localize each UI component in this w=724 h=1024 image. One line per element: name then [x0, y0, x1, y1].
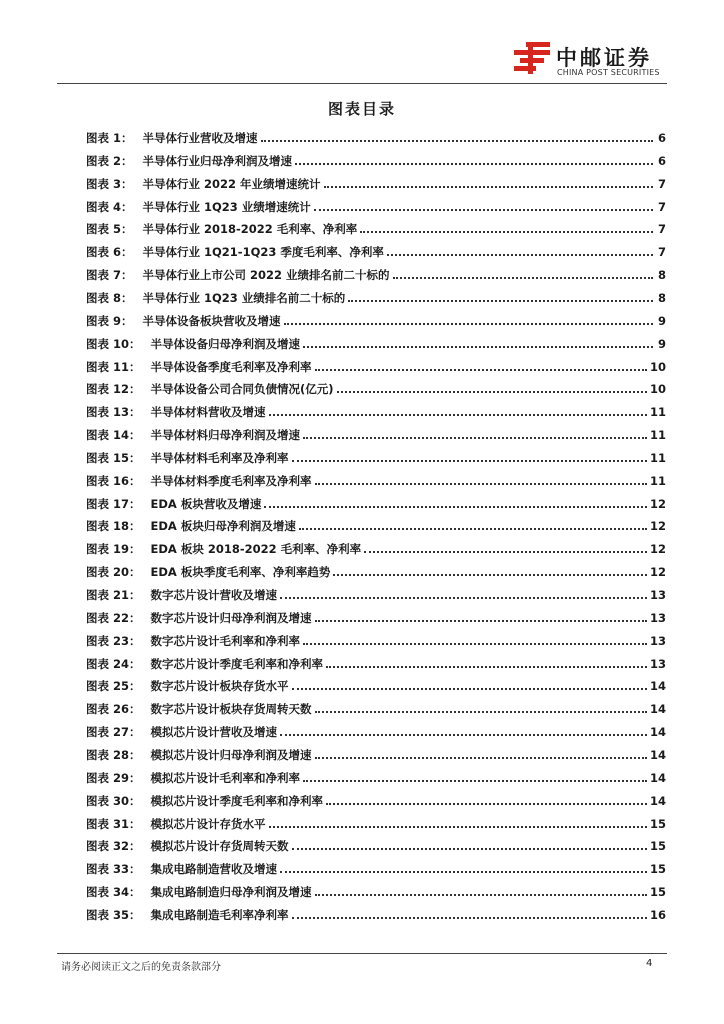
toc-entry-label: 图表 3： [86, 176, 133, 191]
toc-entry-label: 图表 9： [86, 313, 133, 328]
toc-entry-text: 集成电路制造归母净利润及增速 [150, 885, 312, 900]
toc-entry-page: 16 [649, 907, 666, 922]
toc-entry-text: 模拟芯片设计存货周转天数 [150, 839, 289, 854]
toc-entry-leader [303, 432, 647, 439]
toc-entry-leader [315, 706, 647, 713]
header-divider [57, 83, 667, 84]
toc-entry[interactable] [86, 263, 666, 283]
toc-entry-page: 10 [649, 382, 666, 397]
toc-entry-label: 图表 15： [86, 450, 141, 465]
toc-entry-text: 半导体行业营收及增速 [142, 131, 258, 145]
toc-entry-page: 12 [649, 542, 666, 557]
toc-entry-label: 图表 6： [86, 245, 133, 260]
toc-entry-text: 集成电路制造毛利率净利率 [150, 907, 289, 922]
toc-entry-text: 数字芯片设计归母净利润及增速 [150, 610, 312, 625]
page-number: 4 [646, 958, 653, 969]
toc-entry-label: 图表 14： [86, 428, 141, 443]
toc-entry[interactable] [86, 697, 666, 717]
toc-entry[interactable] [86, 309, 666, 329]
toc-entry[interactable] [86, 812, 666, 832]
toc-entry-page: 8 [657, 268, 666, 283]
toc-entry-leader [360, 226, 653, 233]
toc-entry-leader [326, 798, 647, 805]
toc-entry[interactable] [86, 492, 666, 512]
toc-entry-text: 半导体材料营收及增速 [150, 405, 266, 420]
toc-entry-leader [364, 546, 647, 553]
toc-entry-leader [315, 889, 647, 896]
toc-entry[interactable] [86, 674, 666, 694]
toc-entry[interactable] [86, 172, 666, 192]
toc-entry[interactable] [86, 652, 666, 672]
brand-name-en: CHINA POST SECURITIES [557, 68, 660, 77]
toc-entry-text: 集成电路制造营收及增速 [150, 862, 278, 877]
toc-entry-leader [393, 272, 653, 279]
page-header [0, 0, 724, 90]
toc-entry-leader [264, 501, 647, 508]
toc-entry-label: 图表 10： [86, 336, 141, 351]
toc-entry-leader [303, 341, 653, 348]
toc-entry-text: 模拟芯片设计存货水平 [150, 816, 266, 831]
toc-entry-leader [292, 912, 647, 919]
toc-entry-label: 图表 1： [86, 131, 133, 145]
toc-entry-text: 半导体设备公司合同负债情况(亿元) [150, 382, 334, 397]
toc-entry-leader [299, 523, 647, 530]
toc-entry[interactable] [86, 217, 666, 237]
toc-entry-text: 半导体设备归母净利润及增速 [150, 336, 301, 351]
toc-entry-label: 图表 16： [86, 473, 141, 488]
toc-entry-leader [269, 821, 647, 828]
toc-entry-page: 10 [649, 359, 666, 374]
toc-entry[interactable] [86, 537, 666, 557]
toc-entry[interactable] [86, 286, 666, 306]
toc-entry-label: 图表 33： [86, 862, 141, 877]
toc-entry-leader [326, 661, 647, 668]
toc-entry[interactable] [86, 834, 666, 854]
toc-entry-page: 12 [649, 496, 666, 511]
toc-entry-leader [280, 592, 647, 599]
toc-entry-label: 图表 28： [86, 747, 141, 762]
toc-entry-label: 图表 2： [86, 153, 133, 168]
toc-entry-label: 图表 23： [86, 633, 141, 648]
toc-entry-page: 15 [649, 816, 666, 831]
toc-entry-leader [280, 866, 647, 873]
toc-entry-text: 半导体行业 1Q21-1Q23 季度毛利率、净利率 [142, 245, 384, 260]
toc-entry-text: 半导体材料季度毛利率及净利率 [150, 473, 312, 488]
toc-entry-label: 图表 22： [86, 610, 141, 625]
toc-entry[interactable] [86, 857, 666, 877]
toc-entry-text: 数字芯片设计营收及增速 [150, 588, 278, 602]
toc-entry-text: 数字芯片设计板块存货周转天数 [150, 702, 312, 717]
toc-entry-leader [333, 569, 647, 576]
toc-entry-leader [315, 615, 647, 622]
toc-entry-label: 图表 12： [86, 382, 141, 397]
toc-entry-label: 图表 18： [86, 519, 141, 534]
toc-entry-page: 14 [649, 679, 666, 694]
toc-entry-leader [315, 478, 647, 485]
toc-entry-label: 图表 27： [86, 725, 141, 740]
toc-entry-label: 图表 13： [86, 405, 141, 420]
toc-entry[interactable] [86, 629, 666, 649]
china-post-logo-icon [512, 40, 552, 76]
toc-entry-label: 图表 32： [86, 839, 141, 854]
toc-entry[interactable] [86, 789, 666, 809]
toc-entry-text: EDA 板块季度毛利率、净利率趋势 [150, 565, 331, 580]
toc-entry[interactable] [86, 126, 666, 146]
toc-entry-label: 图表 17： [86, 496, 141, 511]
toc-entry-page: 14 [649, 725, 666, 740]
toc-entry-page: 13 [649, 656, 666, 671]
toc-entry-text: EDA 板块归母净利润及增速 [150, 519, 296, 534]
toc-entry-text: 半导体行业归母净利润及增速 [142, 153, 293, 168]
toc-entry[interactable] [86, 377, 666, 397]
toc-entry-label: 图表 8： [86, 290, 133, 305]
toc-entry-text: 半导体行业 1Q23 业绩增速统计 [142, 199, 311, 214]
toc-title: 图表目录 [327, 100, 396, 118]
toc-entry-leader [261, 135, 653, 142]
toc-entry-text: 半导体行业 1Q23 业绩排名前二十标的 [142, 290, 346, 305]
toc-entry-leader [292, 455, 647, 462]
toc-entry[interactable] [86, 606, 666, 626]
toc-entry-leader [280, 729, 647, 736]
toc-entry-label: 图表 34： [86, 885, 141, 900]
toc-entry-leader [314, 204, 653, 211]
toc-entry-text: 半导体行业 2018-2022 毛利率、净利率 [142, 222, 358, 237]
toc-entry[interactable] [86, 880, 666, 900]
toc-entry[interactable] [86, 355, 666, 375]
toc-entry-leader [303, 638, 647, 645]
toc-entry-text: 半导体设备季度毛利率及净利率 [150, 359, 312, 374]
toc-entry-text: EDA 板块 2018-2022 毛利率、净利率 [150, 542, 362, 557]
toc-entry[interactable] [86, 423, 666, 443]
brand-name-cn: 中邮证券 [556, 46, 652, 70]
toc-entry[interactable] [86, 903, 666, 923]
toc-entry[interactable] [86, 240, 666, 260]
toc-entry-page: 15 [649, 839, 666, 854]
toc-entry-label: 图表 20： [86, 565, 141, 580]
toc-entry-page: 13 [649, 610, 666, 625]
toc-entry-page: 13 [649, 633, 666, 648]
toc-entry-page: 15 [649, 862, 666, 877]
toc-entry-page: 8 [657, 290, 666, 305]
toc-entry-leader [315, 752, 647, 759]
toc-entry-leader [324, 181, 653, 188]
toc-entry-leader [284, 318, 653, 325]
toc-entry-label: 图表 11： [86, 359, 141, 374]
toc-entry-label: 图表 21： [86, 588, 141, 602]
toc-entry[interactable] [86, 469, 666, 489]
toc-entry-page: 7 [657, 222, 666, 237]
toc-entry-label: 图表 30： [86, 793, 141, 808]
toc-entry-text: 模拟芯片设计归母净利润及增速 [150, 747, 312, 762]
toc-entry-text: 半导体设备板块营收及增速 [142, 313, 281, 328]
toc-entry-page: 9 [657, 336, 666, 351]
toc-entry-label: 图表 7： [86, 268, 133, 283]
toc-entry-page: 6 [657, 131, 666, 145]
toc-entry-leader [292, 683, 647, 690]
toc-entry-page: 11 [649, 450, 666, 465]
toc-entry-label: 图表 4： [86, 199, 133, 214]
toc-entry-text: 数字芯片设计季度毛利率和净利率 [150, 656, 324, 671]
toc-entry[interactable] [86, 446, 666, 466]
toc-entry-label: 图表 24： [86, 656, 141, 671]
toc-entry[interactable] [86, 149, 666, 169]
toc-entry-label: 图表 31： [86, 816, 141, 831]
toc-entry[interactable] [86, 400, 666, 420]
toc-entry-page: 15 [649, 885, 666, 900]
toc-entry-page: 6 [657, 153, 666, 168]
toc-entry-leader [348, 295, 653, 302]
toc-entry[interactable] [86, 514, 666, 534]
toc-entry-page: 11 [649, 428, 666, 443]
toc-entry-leader [315, 364, 647, 371]
toc-entry-label: 图表 19： [86, 542, 141, 557]
toc-entry-leader [295, 158, 653, 165]
toc-entry-page: 11 [649, 405, 666, 420]
toc-entry[interactable] [86, 743, 666, 763]
toc-entry[interactable] [86, 720, 666, 740]
toc-entry-text: 模拟芯片设计毛利率和净利率 [150, 770, 301, 785]
toc-entry-text: 数字芯片设计板块存货水平 [150, 679, 289, 694]
toc-entry-text: 数字芯片设计毛利率和净利率 [150, 633, 301, 648]
toc-entry-page: 7 [657, 199, 666, 214]
toc-entry-leader [303, 775, 647, 782]
toc-entry-text: 半导体行业上市公司 2022 业绩排名前二十标的 [142, 268, 390, 283]
toc-entry-page: 13 [649, 588, 666, 602]
toc-entry-text: 模拟芯片设计季度毛利率和净利率 [150, 793, 324, 808]
toc-entry-page: 11 [649, 473, 666, 488]
toc-entry[interactable] [86, 332, 666, 352]
toc-entry-leader [387, 249, 653, 256]
toc-entry-text: 半导体材料归母净利润及增速 [150, 428, 301, 443]
footer-divider [57, 953, 667, 954]
toc-entry[interactable] [86, 583, 666, 603]
toc-entry-page: 7 [657, 176, 666, 191]
toc-entry-label: 图表 26： [86, 702, 141, 717]
toc-entry-page: 7 [657, 245, 666, 260]
toc-entry-text: 半导体行业 2022 年业绩增速统计 [142, 176, 321, 191]
toc-entry-page: 14 [649, 702, 666, 717]
toc-entry-page: 12 [649, 519, 666, 534]
toc-entry-page: 12 [649, 565, 666, 580]
toc-entry-leader [337, 386, 647, 393]
toc-entry-page: 14 [649, 770, 666, 785]
toc-entry-label: 图表 29： [86, 770, 141, 785]
toc-entry-text: EDA 板块营收及增速 [150, 496, 262, 511]
toc-entry-page: 14 [649, 747, 666, 762]
toc-entry-page: 14 [649, 793, 666, 808]
toc-entry-leader [269, 409, 647, 416]
toc-entry-text: 半导体材料毛利率及净利率 [150, 450, 289, 465]
toc-entry-leader [292, 843, 647, 850]
toc-entry-label: 图表 25： [86, 679, 141, 694]
disclaimer-note: 请务必阅读正文之后的免责条款部分 [61, 962, 221, 973]
toc-entry-label: 图表 35： [86, 907, 141, 922]
toc-entry[interactable] [86, 766, 666, 786]
toc-entry-page: 9 [657, 313, 666, 328]
toc-entry-label: 图表 5： [86, 222, 133, 237]
toc-entry[interactable] [86, 560, 666, 580]
toc-entry[interactable] [86, 195, 666, 215]
toc-entry-text: 模拟芯片设计营收及增速 [150, 725, 278, 740]
